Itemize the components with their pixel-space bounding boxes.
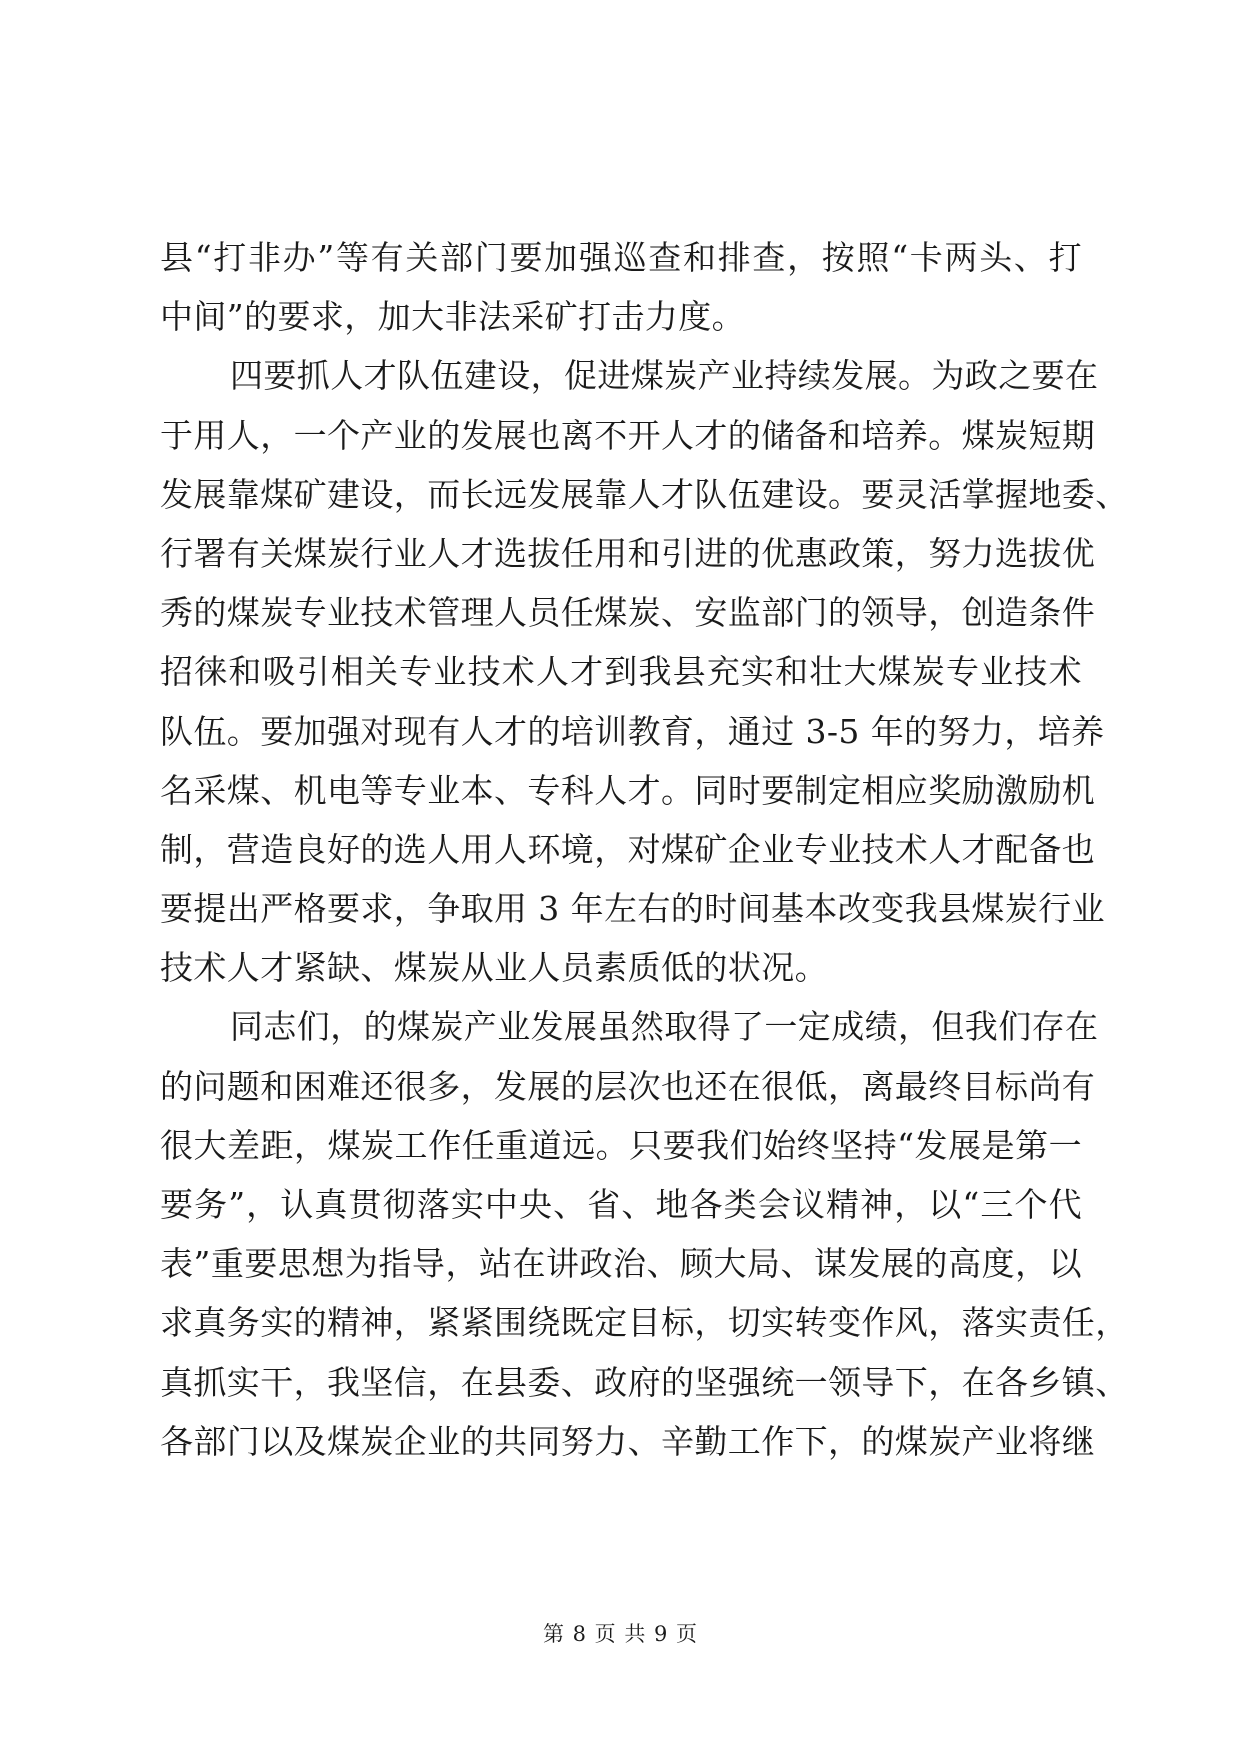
text-line: 发展靠煤矿建设，而长远发展靠人才队伍建设。要灵活掌握地委、 (160, 474, 1129, 514)
text-line: 的问题和困难还很多，发展的层次也还在很低，离最终目标尚有 (160, 1066, 1096, 1106)
text-line: 真抓实干，我坚信，在县委、政府的坚强统一领导下，在各乡镇、 (160, 1362, 1129, 1402)
text-line: 于用人，一个产业的发展也离不开人才的储备和培养。煤炭短期 (160, 415, 1096, 455)
page-number-footer: 第 8 页 共 9 页 (542, 1622, 699, 1646)
paragraph-start-line: 四要抓人才队伍建设，促进煤炭产业持续发展。为政之要在 (230, 356, 1099, 396)
text-line: 招徕和吸引相关专业技术人才到我县充实和壮大煤炭专业技术 (160, 652, 1082, 692)
text-line: 秀的煤炭专业技术管理人员任煤炭、安监部门的领导，创造条件 (160, 593, 1096, 633)
text-line: 要提出严格要求，争取用 3 年左右的时间基本改变我县煤炭行业 (160, 889, 1105, 929)
text-line: 制，营造良好的选人用人环境，对煤矿企业专业技术人才配备也 (160, 829, 1096, 869)
text-line: 队伍。要加强对现有人才的培训教育，通过 3-5 年的努力，培养 (160, 711, 1105, 751)
text-line: 很大差距，煤炭工作任重道远。只要我们始终坚持“发展是第一 (160, 1125, 1082, 1165)
text-line: 表”重要思想为指导，站在讲政治、顾大局、谋发展的高度，以 (160, 1244, 1082, 1284)
paragraph-start-line: 同志们，的煤炭产业发展虽然取得了一定成绩，但我们存在 (230, 1007, 1099, 1047)
text-line: 行署有关煤炭行业人才选拔任用和引进的优惠政策，努力选拔优 (160, 533, 1096, 573)
document-body (160, 228, 1129, 1471)
text-line: 各部门以及煤炭企业的共同努力、辛勤工作下，的煤炭产业将继 (160, 1421, 1096, 1461)
text-line: 技术人才紧缺、煤炭从业人员素质低的状况。 (160, 948, 828, 988)
text-line: 县“打非办”等有关部门要加强巡查和排查，按照“卡两头、打 (160, 238, 1082, 277)
text-line: 中间”的要求，加大非法采矿打击力度。 (160, 297, 746, 337)
text-line: 要务”，认真贯彻落实中央、省、地各类会议精神，以“三个代 (160, 1185, 1082, 1224)
text-line: 名采煤、机电等专业本、专科人才。同时要制定相应奖励激励机 (160, 770, 1096, 810)
text-line: 求真务实的精神，紧紧围绕既定目标，切实转变作风，落实责任， (160, 1303, 1129, 1343)
